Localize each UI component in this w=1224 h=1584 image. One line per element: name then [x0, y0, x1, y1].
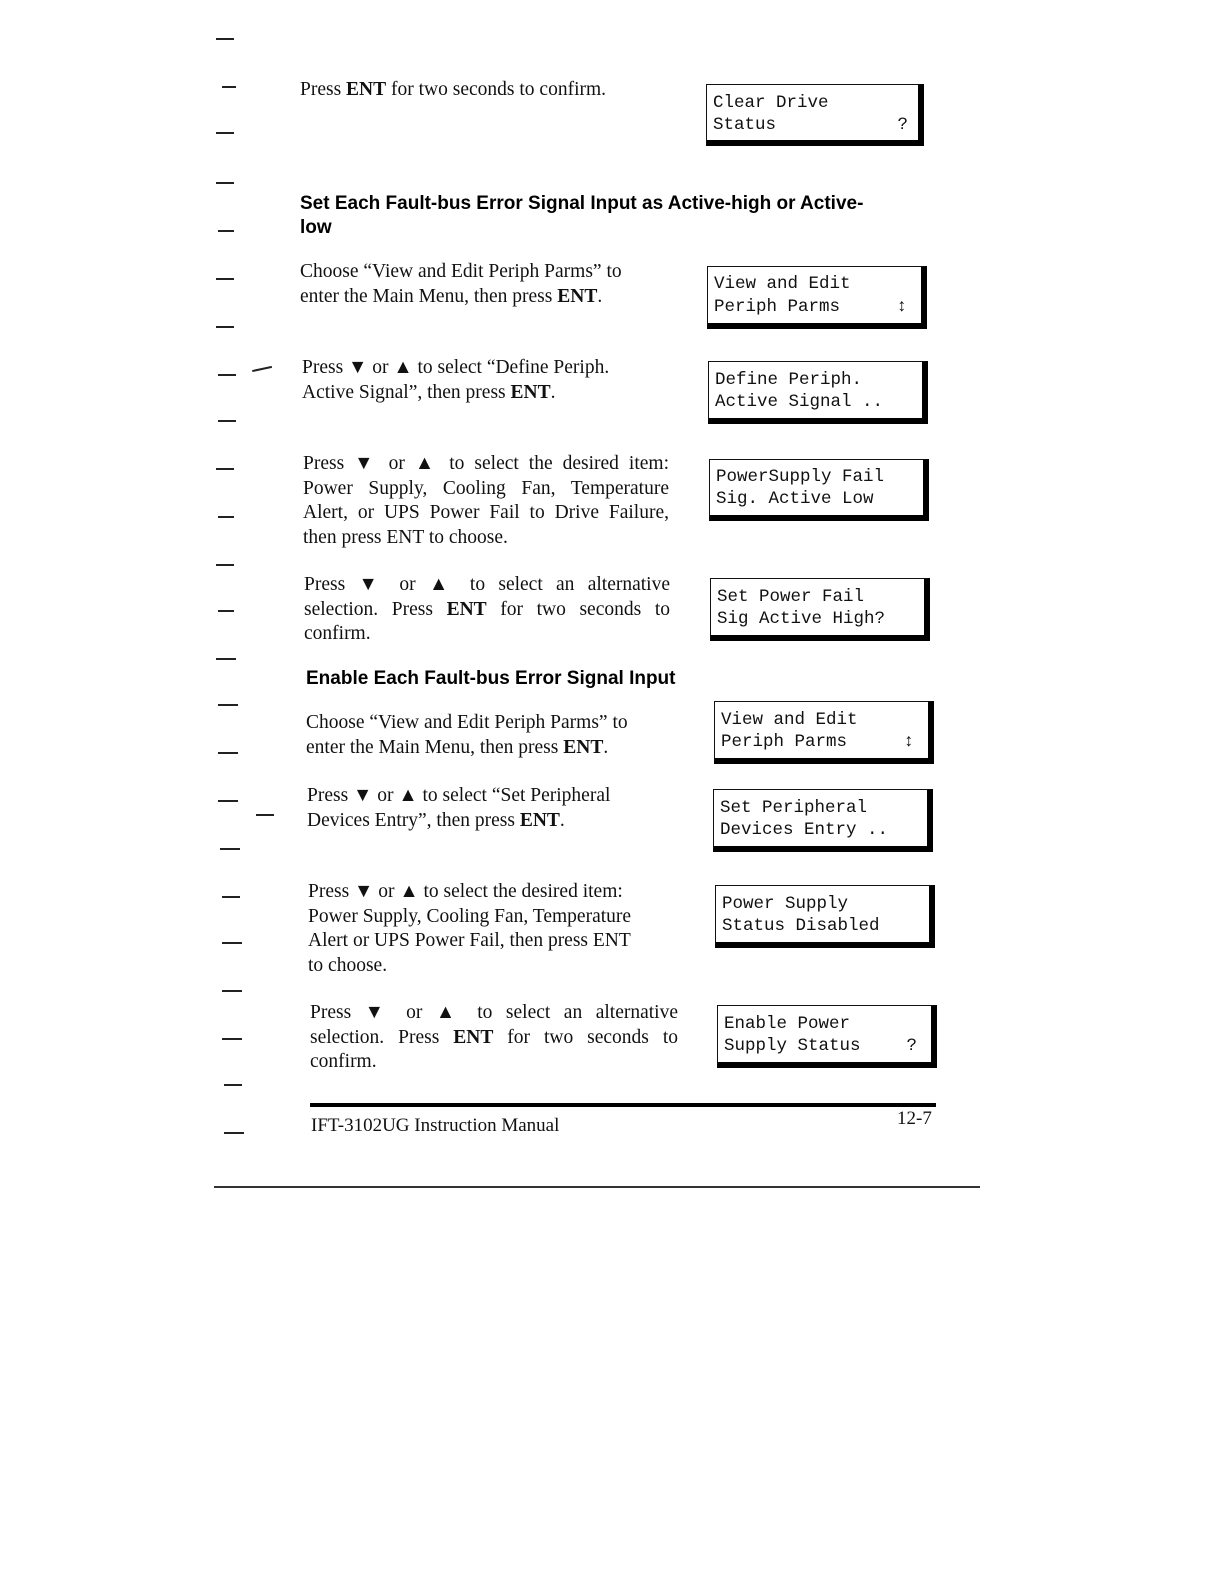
margin-tick — [218, 752, 238, 754]
margin-tick — [222, 942, 242, 944]
margin-tick — [216, 326, 234, 328]
lcd-display-define-periph-active — [708, 361, 928, 424]
lcd-line-2: Devices Entry .. — [720, 820, 889, 840]
margin-tick — [224, 1084, 242, 1086]
lcd-line-2: Sig. Active Low — [716, 489, 874, 509]
margin-tick — [218, 516, 234, 518]
lcd-line-1: PowerSupply Fail — [716, 467, 885, 487]
margin-tick — [218, 420, 236, 422]
margin-tick — [216, 468, 234, 470]
section-heading-enable-signal: Enable Each Fault-bus Error Signal Input — [306, 668, 676, 689]
margin-tick — [222, 990, 242, 992]
lcd-line-2: Periph Parms — [721, 732, 848, 752]
question-mark-glyph: ? — [906, 1036, 917, 1056]
lcd-line-1: Define Periph. — [715, 370, 863, 390]
lcd-line-1: Set Power Fail — [717, 587, 865, 607]
margin-tick — [222, 896, 240, 898]
step-4-text: Press ▼ or ▲ to select the desired item: Power Supply, Cooling Fan, Temperature Alert, or UPS Power Fail to Drive Failure, then press ENT to choose. — [303, 453, 669, 548]
margin-tick — [218, 800, 238, 802]
lcd-line-2: Supply Status — [724, 1036, 861, 1056]
lcd-display-powersupply-fail-sig — [709, 459, 929, 521]
footer-manual-title: IFT-3102UG Instruction Manual — [311, 1115, 560, 1136]
lcd-line-2: Periph Parms — [714, 297, 841, 317]
lcd-line-1: Set Peripheral — [720, 798, 868, 818]
step-6-text: Choose “View and Edit Periph Parms” to enter the Main Menu, then press ENT. — [306, 712, 628, 758]
step-8-text: Press ▼ or ▲ to select the desired item: Power Supply, Cooling Fan, Temperature Alert or UPS Power Fail, then press ENT to choose. — [308, 881, 632, 976]
margin-tick — [218, 230, 234, 232]
step-1-text: Press ENT for two seconds to confirm. — [300, 79, 607, 100]
question-mark-glyph: ? — [897, 115, 908, 135]
lcd-line-2: Active Signal .. — [715, 392, 884, 412]
footer-page-number: 12-7 — [897, 1108, 932, 1129]
lcd-line-1: View and Edit — [714, 274, 851, 294]
lcd-line-1: View and Edit — [721, 710, 858, 730]
step-2-text: Choose “View and Edit Periph Parms” to enter the Main Menu, then press ENT. — [300, 261, 622, 307]
margin-tick — [222, 1038, 242, 1040]
lcd-line-2: Sig Active High? — [717, 609, 886, 629]
step-5-text: Press ▼ or ▲ to select an alternative selection. Press ENT for two seconds to confirm. — [304, 574, 670, 644]
step-7-text: Press ▼ or ▲ to select “Set Peripheral Devices Entry”, then press ENT. — [307, 785, 611, 831]
margin-tick — [252, 366, 272, 372]
margin-tick — [216, 658, 236, 660]
margin-tick — [216, 38, 234, 40]
lcd-line-2: Status Disabled — [722, 916, 880, 936]
lcd-display-power-supply-status — [715, 885, 935, 948]
lcd-line-2: Status — [713, 115, 777, 135]
margin-tick — [220, 848, 240, 850]
lcd-display-clear-drive-status — [706, 84, 924, 146]
margin-tick — [222, 86, 236, 88]
lcd-line-1: Clear Drive — [713, 93, 829, 113]
margin-tick — [256, 814, 274, 816]
lcd-line-1: Power Supply — [722, 894, 849, 914]
margin-tick — [216, 132, 234, 134]
page-bottom-rule — [214, 1186, 980, 1188]
lcd-display-set-power-fail — [710, 578, 930, 641]
margin-tick — [218, 704, 238, 706]
lcd-display-view-edit-periph — [707, 266, 927, 329]
margin-tick — [224, 1132, 244, 1134]
margin-tick — [216, 182, 234, 184]
lcd-line-1: Enable Power — [724, 1014, 851, 1034]
footer-rule — [310, 1103, 936, 1107]
up-down-arrow-icon: ↕ — [903, 732, 914, 752]
section-heading-active-high-low: Set Each Fault-bus Error Signal Input as Active-high or Active- low — [300, 193, 864, 238]
step-9-text: Press ▼ or ▲ to select an alternative selection. Press ENT for two seconds to confirm. — [310, 1002, 678, 1072]
margin-tick — [216, 278, 234, 280]
margin-tick — [216, 564, 234, 566]
lcd-display-view-edit-periph-2 — [714, 701, 934, 764]
margin-tick — [218, 610, 234, 612]
lcd-display-enable-power-supply — [717, 1005, 937, 1068]
up-down-arrow-icon: ↕ — [896, 297, 907, 317]
margin-tick — [218, 374, 236, 376]
lcd-display-set-peripheral-devices — [713, 789, 933, 852]
step-3-text: Press ▼ or ▲ to select “Define Periph. Active Signal”, then press ENT. — [302, 357, 610, 403]
